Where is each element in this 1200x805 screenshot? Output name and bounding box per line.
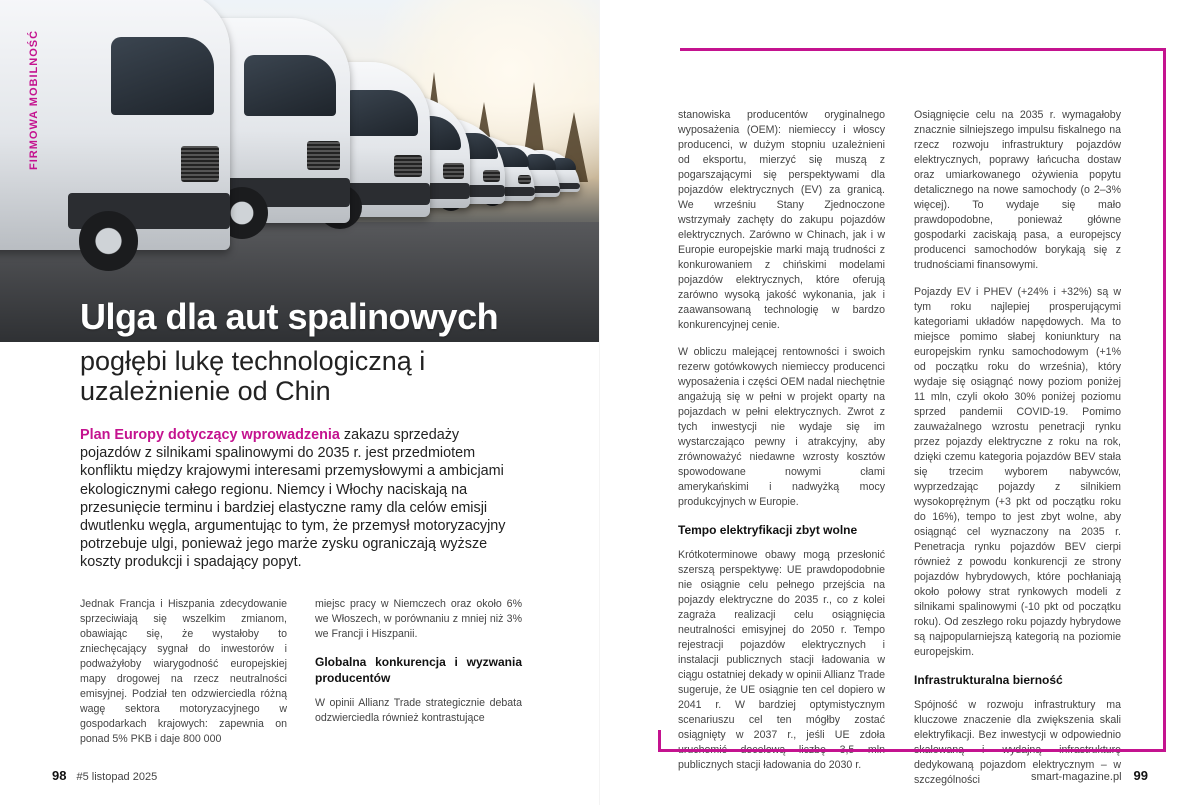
accent-frame-bottom [658,749,1166,752]
section-heading: Infrastrukturalna bierność [914,673,1063,687]
page-number: 99 [1133,768,1148,783]
section-heading: Globalna konkurencja i wyzwania producentów [315,655,522,685]
left-column-1 [80,597,287,759]
page-number: 98 [52,768,67,783]
lead-paragraph [80,426,520,572]
right-column-2 [914,108,1121,800]
body-paragraph: Spójność w rozwoju infrastruktury ma kluczowe znaczenie dla zwiększenia skali elektryfikacji. Bez inwestycji w odpowiednio dedykowaną pojazdom elektrycznym – w szczególności [914,699,1121,786]
accent-frame-top [680,48,1166,51]
article-subtitle: pogłębi lukę technologiczną i uzależnienie od Chin [80,346,426,406]
section-label: FIRMOWA MOBILNOŚĆ [28,30,40,170]
body-paragraph: miejsc pracy w Niemczech oraz około 6% we Włoszech, w porównaniu z mniej niż 3% we Francji i Hiszpanii. [315,598,522,640]
body-paragraph: W opinii Allianz Trade strategicznie debata odzwierciedla również kontrastujące [315,697,522,724]
left-footer [52,768,157,783]
issue-label: #5 listopad 2025 [76,771,158,783]
hero-photo [0,0,600,342]
accent-frame-right [1163,48,1166,752]
lead-text: zakazu sprzedaży pojazdów z silnikami spalinowymi do 2035 r. jest przedmiotem konfliktu między krajowymi interesami przemysłowymi a ambicjami ekologicznymi całego regionu. Niemcy i Włochy naciskają na przesunięcie terminu i bardziej elastyczne ramy dla celów emisji dwutlenku węgla, argumentując to tym, że przemysł motoryzacyjny potrzebuje ulgi, ponieważ jego marże zysku ograniczają wyższe koszty produkcji i spadający popyt. [80,427,506,571]
section-heading: Tempo elektryfikacji zbyt wolne [678,523,858,537]
left-column-2 [315,597,522,738]
accent-frame-left [658,730,661,752]
body-paragraph: Krótkoterminowe obawy mogą przesłonić szerszą perspektywę: UE prawdopodobnie nie osiągnie celu pełnego przejścia na pojazdy elektryczne do 2035 r., co z kolei zagraża realizacji celu osiągnięcia neutralności emisyjnej do 2050 r. Tempo rejestracji pojazdów elektrycznych i instalacji publicznych stacji ładowania w ciągu ostatniej dekady w opinii Allianz Trade sugeruje, że UE osiągnie ten cel dopiero w 2041 r. W bardziej optymistycznym scenariuszu cel ten mógłby zostać osiągnięty w 2037 r., jeśli UE zdoła publicznych stacji ładowania do 2030 r. [678,549,885,771]
body-paragraph: Osiągnięcie celu na 2035 r. wymagałoby znacznie silniejszego impulsu fiskalnego na rzecz rozwoju infrastruktury pojazdów elektrycznych, poprawy łańcucha dostaw oraz umiarkowanego ożywienia popytu detalicznego na nowe samochody (o 2–3% więcej). To wydaje się mało prawdopodobne, ponieważ główne gospodarki zaciskają pasa, a europejscy producenci samochodów borykają się z trudnościami finansowymi. [914,109,1121,271]
right-footer [1031,768,1148,783]
lead-highlight: Plan Europy dotyczący wprowadzenia [80,427,340,443]
site-url: smart-magazine.pl [1031,771,1122,783]
article-title: Ulga dla aut spalinowych [80,296,499,337]
right-column-1 [678,108,885,785]
body-paragraph: stanowiska producentów oryginalnego wyposażenia (OEM): niemieccy i włoscy producenci, w dużym stopniu uzależnieni od eksportu, mierzyć się muszą z pogarszającymi się perspektywami dla pojazdów elektrycznych (EV) za granicą. We wrześniu Stany Zjednoczone wstrzymały zachęty do zakupu pojazdów elektrycznych. Zarówno w Chinach, jak i w Europie europejskie marki mają trudności z konkurowaniem z chińskimi modelami pojazdów elektrycznych, które oferują zarówno wysoką jakość wykonania, jak i zaawansowaną technologię w bardzo konkurencyjnej cenie. [678,109,885,331]
right-page [600,0,1200,805]
body-paragraph: W obliczu malejącej rentowności i swoich rezerw gotówkowych niemieccy producenci wyposażenia i części OEM nadal niechętnie angażują się w pełni w projekt oparty na pojazdach w pełni elektrycznych. Zwrot z tych inwestycji nie wydaje się im wystarczająco pewny i atrakcyjny, aby zrównoważyć niedawne wzrosty kosztów spowodowane nowymi cłami amerykańskimi i nadwyżką mocy produkcyjnych w Europie. [678,346,885,508]
body-paragraph: Jednak Francja i Hiszpania zdecydowanie sprzeciwiają się wszelkim zmianom, obawiając się, że wystałoby to zniechęcający sygnał do inwestorów i podważyłoby wiarygodność europejskiej mapy drogowej na rzecz neutralności emisyjnej. Podział ten odzwierciedla różną wagę sektora motoryzacyjnego w gospodarkach krajowych: zapewnia on ponad 5% PKB i daje 800 000 [80,598,287,745]
body-paragraph: Pojazdy EV i PHEV (+24% i +32%) są w tym roku najlepiej prosperującymi kategoriami układów napędowych. Ma to miejsce pomimo słabej koniunktury na europejskim rynku samochodowym (+1% od początku roku do września), który wydaje się osiągnąć nowy poziom poniżej 11 mln, czyli około 30% poniżej poziomu sprzed pandemii COVID-19. Pomimo zauważalnego wzrostu penetracji rynku przez pojazdy elektryczne z roku na rok, dzięki czemu kategoria pojazdów BEV stała się trzecim wyborem nabywców, wyprzedzając pojazdy z silnikiem wysokoprężnym (+3 pkt od początku roku do 16%), tempo to jest zbyt wolne, aby osiągnąć cel wyznaczony na 2035 r. Penetracja rynku pojazdów BEV cierpi również z powodu konkurencji ze strony pojazdów hybrydowych, które pochłaniają około połowy strat rynkowych modeli z silnikami spalinowymi (-10 pkt od początku roku). Od zeszłego roku pojazdy hybrydowe są najpopularniejszą kategorią na poziomie europejskim. [914,286,1121,658]
